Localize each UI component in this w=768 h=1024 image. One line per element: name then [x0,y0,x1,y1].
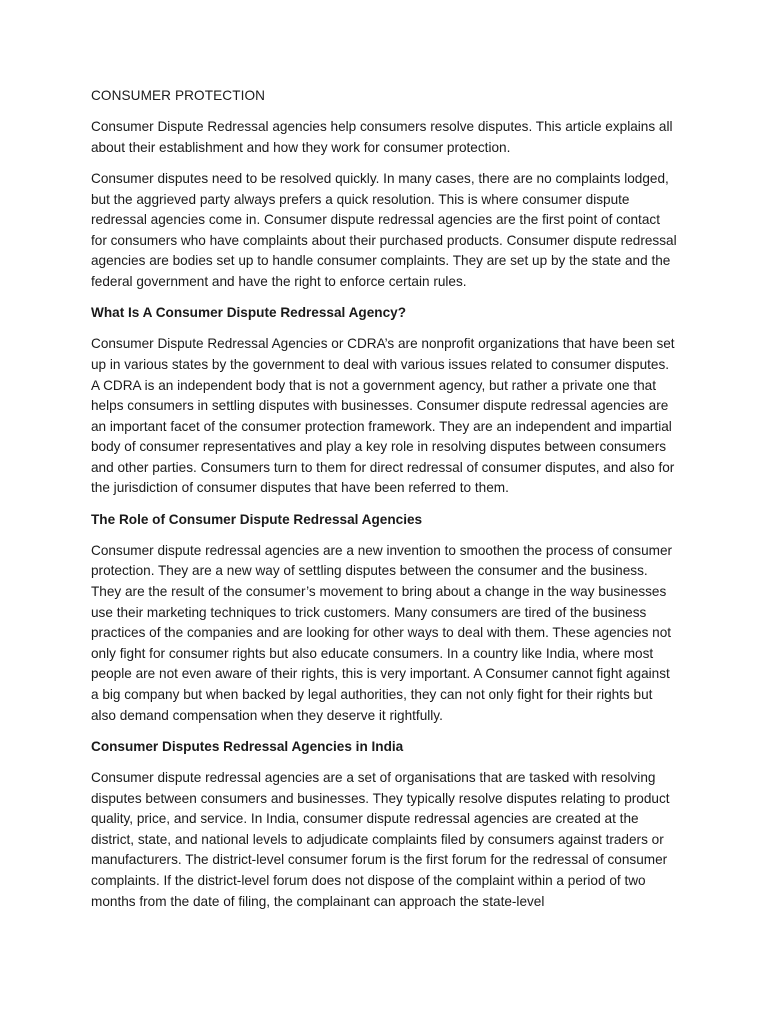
intro-paragraph: Consumer Dispute Redressal agencies help consumers resolve disputes. This article explains all about their establishment and how they work for consumer protection. [91,119,673,155]
document-page [91,86,677,923]
paragraph-quick-resolution: Consumer disputes need to be resolved quickly. In many cases, there are no complaints lodged, but the aggrieved party always prefers a quick resolution. This is where consumer dispute redressal agencies come in. Consumer dispute redressal agencies are the first point of contact for consumers who have complaints about their purchased products. Consumer dispute redressal agencies are bodies set up to handle consumer complaints. They are set up by the state and the federal government and have the right to enforce certain rules. [91,170,677,289]
paragraph-role: Consumer dispute redressal agencies are a new invention to smoothen the process of consumer protection. They are a new way of settling disputes between the consumer and the business. They are the result of the consumer’s movement to bring about a change in the way businesses use their marketing techniques to trick customers. Many consumers are tired of the business practices of the companies and are looking for other ways to deal with them. These agencies not only fight for consumer rights but also educate consumers. In a country like India, where most people are not even aware of their rights, this is very important. A Consumer cannot fight against a big company but when backed by legal authorities, they can not only fight for their rights but also demand compensation when they deserve it rightfully. [91,542,673,723]
paragraph-india: Consumer dispute redressal agencies are a set of organisations that are tasked with resolving disputes between consumers and businesses. They typically resolve disputes relating to product quality, price, and service. In India, consumer dispute redressal agencies are created at the district, state, and national levels to adjudicate complaints filed by consumers against traders or manufacturers. The district-level consumer forum is the first forum for the redressal of consumer complaints. If the district-level forum does not dispose of the complaint within a period of two months from the date of filing, the complainant can approach the state-level [91,769,670,909]
heading-agencies-in-india: Consumer Disputes Redressal Agencies in India [91,738,404,754]
document-title: CONSUMER PROTECTION [91,88,266,103]
paragraph-cdra-definition: Consumer Dispute Redressal Agencies or CDRA’s are nonprofit organizations that have been set up in various states by the government to deal with various issues related to consumer disputes. A CDRA is an independent body that is not a government agency, but rather a private one that helps consumers in settling disputes with businesses. Consumer dispute redressal agencies are an important facet of the consumer protection framework. They are an independent and impartial body of consumer representatives and play a key role in resolving disputes between consumers and other parties. Consumers turn to them for direct redressal of consumer disputes, and also for the jurisdiction of consumer disputes that have been referred to them. [91,336,675,496]
heading-role-of-agencies: The Role of Consumer Dispute Redressal Agencies [91,511,423,527]
heading-what-is-cdra: What Is A Consumer Dispute Redressal Agency? [91,305,406,321]
